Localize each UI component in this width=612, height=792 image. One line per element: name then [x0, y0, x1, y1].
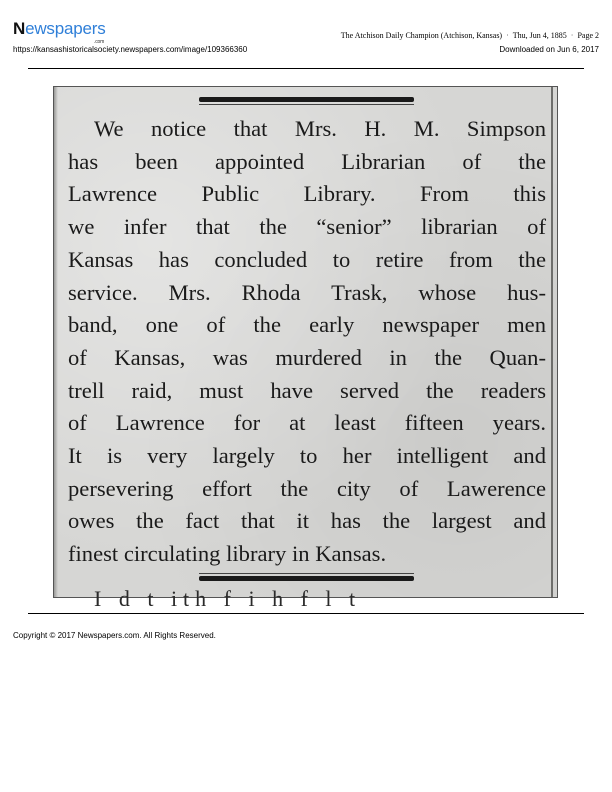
logo-text: ewspapers [25, 19, 106, 38]
decorative-rule-top-thin [199, 104, 414, 105]
source-url[interactable]: https://kansashistoricalsociety.newspapers.com/image/109366360 [13, 45, 248, 54]
download-date: Downloaded on Jun 6, 2017 [499, 45, 599, 54]
publication-title: The Atchison Daily Champion (Atchison, Kansas) [340, 31, 503, 40]
column-rule [551, 87, 553, 597]
next-article-fragment: I d t ith f i h f l t [94, 586, 362, 611]
separator: · [506, 31, 509, 40]
article-line: persevering effort the city of Lawerence [68, 475, 546, 501]
article-line: trell raid, must have served the readers [68, 377, 546, 403]
article-line: service. Mrs. Rhoda Trask, whose hus- [68, 279, 546, 305]
publication-date: Thu, Jun 4, 1885 [512, 31, 567, 40]
clipping-edge-shadow [54, 87, 58, 597]
article-line: It is very largely to her intelligent and [68, 443, 546, 469]
newspapers-logo[interactable] [13, 19, 106, 45]
decorative-rule-top [199, 97, 414, 102]
decorative-rule-bottom [199, 576, 414, 581]
article-text [68, 113, 546, 571]
decorative-rule-bottom-thin [199, 573, 414, 574]
logo-initial: N [13, 19, 26, 38]
article-line: We notice that Mrs. H. M. Simpson [94, 116, 546, 141]
article-line: Lawrence Public Library. From this [68, 181, 546, 207]
separator: · [570, 31, 574, 40]
article-line: band, one of the early newspaper men [68, 312, 546, 338]
article-line: Kansas has concluded to retire from the [68, 246, 546, 272]
top-divider [28, 68, 584, 69]
article-line: has been appointed Librarian of the [68, 148, 546, 174]
article-line: finest circulating library in Kansas. [68, 541, 387, 567]
logo-suffix: .com [94, 39, 105, 45]
publication-info [341, 31, 599, 40]
article-line: of Lawrence for at least fifteen years. [68, 410, 546, 436]
bottom-divider [28, 613, 584, 614]
page-number: Page 2 [577, 31, 599, 40]
newspaper-clipping [53, 86, 558, 611]
article-line: of Kansas, was murdered in the Quan- [68, 344, 546, 370]
article-line: we infer that the “senior” librarian of [68, 214, 546, 240]
copyright-notice: Copyright © 2017 Newspapers.com. All Rights Reserved. [13, 631, 216, 640]
article-line: owes the fact that it has the largest and [68, 508, 546, 534]
